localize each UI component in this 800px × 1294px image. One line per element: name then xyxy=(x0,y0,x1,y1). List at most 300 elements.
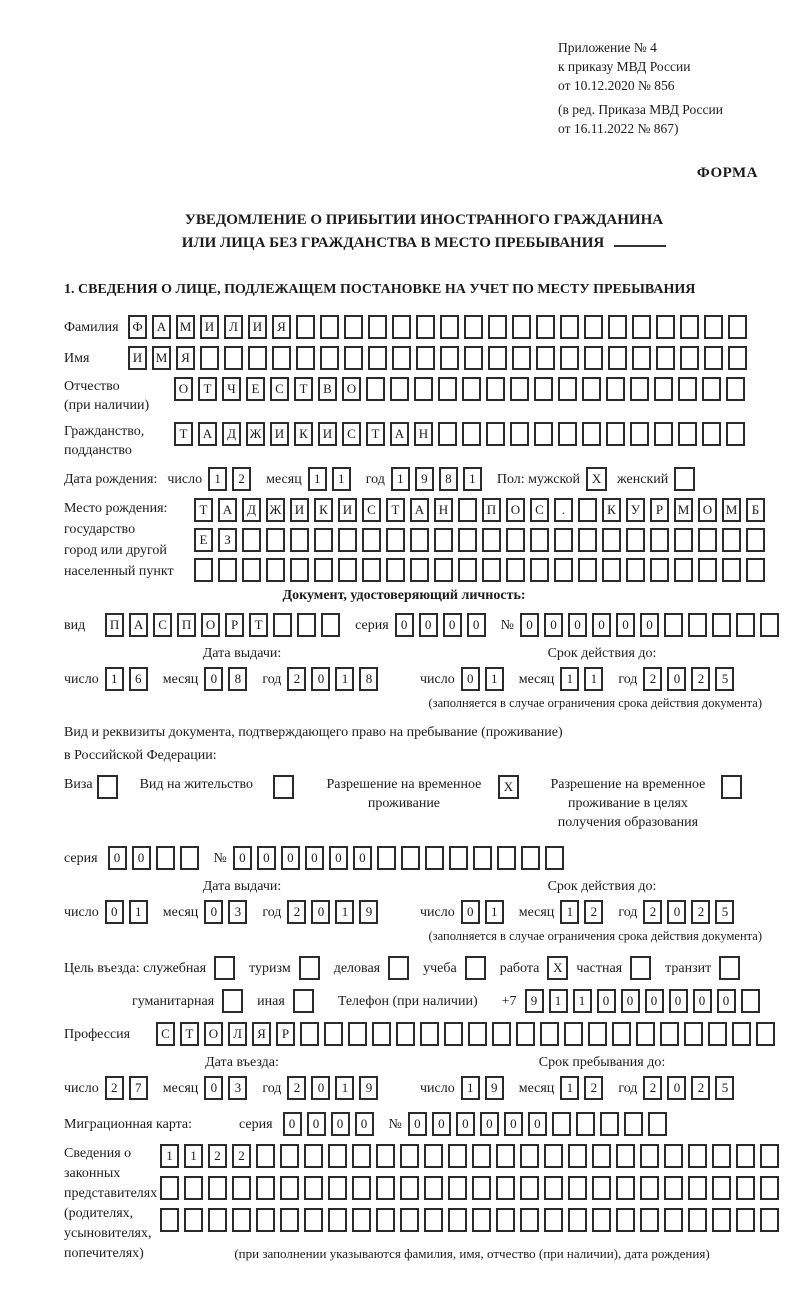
char-cell[interactable] xyxy=(372,1022,391,1046)
char-cell[interactable]: У xyxy=(626,498,645,522)
char-cell[interactable] xyxy=(606,377,625,401)
char-cell[interactable]: О xyxy=(204,1022,223,1046)
char-cell[interactable] xyxy=(632,315,651,339)
char-cell[interactable] xyxy=(224,346,243,370)
char-cell[interactable] xyxy=(640,1144,659,1168)
char-cell[interactable] xyxy=(424,1208,443,1232)
char-cell[interactable]: 2 xyxy=(643,1076,662,1100)
char-cell[interactable]: Н xyxy=(414,422,433,446)
char-cell[interactable] xyxy=(256,1144,275,1168)
char-cell[interactable] xyxy=(656,346,675,370)
char-cell[interactable] xyxy=(424,1176,443,1200)
char-cell[interactable] xyxy=(756,1022,775,1046)
char-cell[interactable] xyxy=(544,1176,563,1200)
char-cell[interactable]: 9 xyxy=(525,989,544,1013)
char-cell[interactable]: 0 xyxy=(395,613,414,637)
char-cell[interactable]: 0 xyxy=(480,1112,499,1136)
char-cell[interactable]: 8 xyxy=(228,667,247,691)
char-cell[interactable] xyxy=(352,1208,371,1232)
char-cell[interactable] xyxy=(702,422,721,446)
char-cell[interactable]: 1 xyxy=(160,1144,179,1168)
char-cell[interactable]: А xyxy=(390,422,409,446)
char-cell[interactable] xyxy=(248,346,267,370)
char-cell[interactable] xyxy=(352,1144,371,1168)
char-cell[interactable]: М xyxy=(176,315,195,339)
char-cell[interactable] xyxy=(678,377,697,401)
char-cell[interactable] xyxy=(280,1176,299,1200)
char-cell[interactable]: 2 xyxy=(691,1076,710,1100)
char-cell[interactable] xyxy=(256,1176,275,1200)
char-cell[interactable] xyxy=(616,1208,635,1232)
char-cell[interactable]: 1 xyxy=(461,1076,480,1100)
char-cell[interactable]: Т xyxy=(180,1022,199,1046)
char-cell[interactable] xyxy=(208,1176,227,1200)
purpose-work-checkbox[interactable]: X xyxy=(547,956,568,980)
char-cell[interactable] xyxy=(712,1208,731,1232)
char-cell[interactable] xyxy=(314,528,333,552)
purpose-official-checkbox[interactable] xyxy=(214,956,235,980)
char-cell[interactable]: 0 xyxy=(432,1112,451,1136)
char-cell[interactable] xyxy=(321,613,340,637)
char-cell[interactable]: О xyxy=(174,377,193,401)
char-cell[interactable] xyxy=(654,422,673,446)
char-cell[interactable]: 1 xyxy=(560,1076,579,1100)
char-cell[interactable]: 2 xyxy=(691,900,710,924)
char-cell[interactable] xyxy=(674,528,693,552)
char-cell[interactable] xyxy=(736,1176,755,1200)
char-cell[interactable] xyxy=(582,422,601,446)
char-cell[interactable] xyxy=(521,846,540,870)
char-cell[interactable] xyxy=(728,315,747,339)
char-cell[interactable]: 0 xyxy=(544,613,563,637)
char-cell[interactable]: М xyxy=(722,498,741,522)
char-cell[interactable] xyxy=(674,558,693,582)
char-cell[interactable] xyxy=(376,1176,395,1200)
char-cell[interactable]: 0 xyxy=(281,846,300,870)
char-cell[interactable] xyxy=(497,846,516,870)
char-cell[interactable]: 2 xyxy=(691,667,710,691)
char-cell[interactable] xyxy=(560,346,579,370)
char-cell[interactable] xyxy=(654,377,673,401)
char-cell[interactable]: И xyxy=(128,346,147,370)
char-cell[interactable] xyxy=(416,315,435,339)
char-cell[interactable] xyxy=(440,315,459,339)
char-cell[interactable]: Д xyxy=(222,422,241,446)
char-cell[interactable]: 6 xyxy=(129,667,148,691)
char-cell[interactable]: М xyxy=(674,498,693,522)
char-cell[interactable]: П xyxy=(105,613,124,637)
char-cell[interactable]: В xyxy=(318,377,337,401)
char-cell[interactable] xyxy=(540,1022,559,1046)
char-cell[interactable] xyxy=(376,1144,395,1168)
char-cell[interactable] xyxy=(582,377,601,401)
char-cell[interactable]: Я xyxy=(272,315,291,339)
char-cell[interactable] xyxy=(290,558,309,582)
char-cell[interactable] xyxy=(449,846,468,870)
char-cell[interactable]: 0 xyxy=(520,613,539,637)
char-cell[interactable] xyxy=(424,1144,443,1168)
char-cell[interactable] xyxy=(760,613,779,637)
char-cell[interactable] xyxy=(416,346,435,370)
char-cell[interactable]: 0 xyxy=(667,1076,686,1100)
char-cell[interactable]: 5 xyxy=(715,667,734,691)
char-cell[interactable]: 0 xyxy=(132,846,151,870)
char-cell[interactable] xyxy=(602,558,621,582)
char-cell[interactable] xyxy=(760,1208,779,1232)
char-cell[interactable]: 0 xyxy=(419,613,438,637)
char-cell[interactable]: 0 xyxy=(467,613,486,637)
char-cell[interactable]: 1 xyxy=(391,467,410,491)
char-cell[interactable]: А xyxy=(198,422,217,446)
char-cell[interactable] xyxy=(576,1112,595,1136)
char-cell[interactable]: 0 xyxy=(307,1112,326,1136)
char-cell[interactable] xyxy=(438,422,457,446)
char-cell[interactable]: 1 xyxy=(335,1076,354,1100)
char-cell[interactable]: О xyxy=(201,613,220,637)
char-cell[interactable] xyxy=(496,1208,515,1232)
char-cell[interactable] xyxy=(708,1022,727,1046)
char-cell[interactable] xyxy=(320,346,339,370)
char-cell[interactable]: Т xyxy=(198,377,217,401)
char-cell[interactable]: Р xyxy=(650,498,669,522)
char-cell[interactable] xyxy=(362,558,381,582)
char-cell[interactable] xyxy=(624,1112,643,1136)
char-cell[interactable] xyxy=(232,1208,251,1232)
char-cell[interactable]: 2 xyxy=(643,900,662,924)
char-cell[interactable] xyxy=(400,1176,419,1200)
char-cell[interactable] xyxy=(377,846,396,870)
char-cell[interactable] xyxy=(352,1176,371,1200)
char-cell[interactable]: К xyxy=(602,498,621,522)
char-cell[interactable] xyxy=(297,613,316,637)
char-cell[interactable] xyxy=(512,315,531,339)
char-cell[interactable]: Р xyxy=(276,1022,295,1046)
char-cell[interactable] xyxy=(680,346,699,370)
char-cell[interactable]: 5 xyxy=(715,1076,734,1100)
char-cell[interactable]: 1 xyxy=(485,900,504,924)
char-cell[interactable] xyxy=(472,1144,491,1168)
char-cell[interactable] xyxy=(425,846,444,870)
char-cell[interactable]: 1 xyxy=(560,667,579,691)
char-cell[interactable] xyxy=(338,528,357,552)
char-cell[interactable]: 0 xyxy=(528,1112,547,1136)
char-cell[interactable]: 1 xyxy=(549,989,568,1013)
char-cell[interactable]: 0 xyxy=(669,989,688,1013)
char-cell[interactable] xyxy=(722,558,741,582)
char-cell[interactable]: 0 xyxy=(621,989,640,1013)
char-cell[interactable] xyxy=(698,528,717,552)
char-cell[interactable] xyxy=(386,528,405,552)
char-cell[interactable] xyxy=(558,377,577,401)
char-cell[interactable]: 0 xyxy=(645,989,664,1013)
char-cell[interactable] xyxy=(462,377,481,401)
char-cell[interactable] xyxy=(304,1208,323,1232)
char-cell[interactable] xyxy=(648,1112,667,1136)
char-cell[interactable]: 0 xyxy=(204,667,223,691)
char-cell[interactable] xyxy=(464,346,483,370)
char-cell[interactable] xyxy=(536,315,555,339)
char-cell[interactable] xyxy=(664,613,683,637)
char-cell[interactable] xyxy=(386,558,405,582)
char-cell[interactable]: 1 xyxy=(184,1144,203,1168)
char-cell[interactable] xyxy=(722,528,741,552)
char-cell[interactable] xyxy=(554,528,573,552)
char-cell[interactable]: Р xyxy=(225,613,244,637)
char-cell[interactable] xyxy=(704,346,723,370)
char-cell[interactable] xyxy=(160,1208,179,1232)
char-cell[interactable]: 5 xyxy=(715,900,734,924)
char-cell[interactable]: 2 xyxy=(232,1144,251,1168)
char-cell[interactable]: 1 xyxy=(573,989,592,1013)
char-cell[interactable]: 0 xyxy=(305,846,324,870)
char-cell[interactable] xyxy=(256,1208,275,1232)
char-cell[interactable] xyxy=(584,315,603,339)
char-cell[interactable] xyxy=(732,1022,751,1046)
char-cell[interactable]: О xyxy=(506,498,525,522)
char-cell[interactable] xyxy=(704,315,723,339)
char-cell[interactable] xyxy=(492,1022,511,1046)
char-cell[interactable] xyxy=(640,1176,659,1200)
char-cell[interactable] xyxy=(368,346,387,370)
char-cell[interactable] xyxy=(600,1112,619,1136)
char-cell[interactable]: А xyxy=(218,498,237,522)
char-cell[interactable]: Е xyxy=(194,528,213,552)
char-cell[interactable]: 0 xyxy=(108,846,127,870)
char-cell[interactable] xyxy=(684,1022,703,1046)
char-cell[interactable] xyxy=(678,422,697,446)
char-cell[interactable]: 0 xyxy=(311,667,330,691)
char-cell[interactable]: О xyxy=(698,498,717,522)
char-cell[interactable]: К xyxy=(294,422,313,446)
char-cell[interactable] xyxy=(688,1144,707,1168)
char-cell[interactable] xyxy=(592,1176,611,1200)
char-cell[interactable] xyxy=(650,558,669,582)
char-cell[interactable]: 1 xyxy=(332,467,351,491)
char-cell[interactable]: 8 xyxy=(439,467,458,491)
char-cell[interactable] xyxy=(736,1144,755,1168)
purpose-transit-checkbox[interactable] xyxy=(719,956,740,980)
purpose-humanitarian-checkbox[interactable] xyxy=(222,989,243,1013)
char-cell[interactable] xyxy=(304,1144,323,1168)
char-cell[interactable] xyxy=(606,422,625,446)
char-cell[interactable]: С xyxy=(153,613,172,637)
char-cell[interactable]: 9 xyxy=(359,1076,378,1100)
char-cell[interactable] xyxy=(702,377,721,401)
char-cell[interactable] xyxy=(728,346,747,370)
char-cell[interactable] xyxy=(602,528,621,552)
char-cell[interactable] xyxy=(482,528,501,552)
purpose-tourism-checkbox[interactable] xyxy=(299,956,320,980)
char-cell[interactable]: Е xyxy=(246,377,265,401)
char-cell[interactable] xyxy=(741,989,760,1013)
char-cell[interactable] xyxy=(368,315,387,339)
char-cell[interactable] xyxy=(473,846,492,870)
residence-permit-checkbox[interactable] xyxy=(273,775,294,799)
char-cell[interactable] xyxy=(434,558,453,582)
char-cell[interactable]: 2 xyxy=(105,1076,124,1100)
char-cell[interactable] xyxy=(510,422,529,446)
char-cell[interactable]: 0 xyxy=(311,1076,330,1100)
char-cell[interactable] xyxy=(578,528,597,552)
char-cell[interactable] xyxy=(496,1144,515,1168)
char-cell[interactable]: 9 xyxy=(359,900,378,924)
char-cell[interactable]: 8 xyxy=(359,667,378,691)
char-cell[interactable] xyxy=(712,1144,731,1168)
char-cell[interactable] xyxy=(296,315,315,339)
char-cell[interactable] xyxy=(506,558,525,582)
char-cell[interactable]: Т xyxy=(294,377,313,401)
char-cell[interactable] xyxy=(200,346,219,370)
char-cell[interactable]: 0 xyxy=(640,613,659,637)
char-cell[interactable] xyxy=(328,1176,347,1200)
char-cell[interactable] xyxy=(272,346,291,370)
char-cell[interactable]: С xyxy=(156,1022,175,1046)
char-cell[interactable]: 2 xyxy=(643,667,662,691)
char-cell[interactable]: А xyxy=(410,498,429,522)
char-cell[interactable]: Л xyxy=(228,1022,247,1046)
char-cell[interactable] xyxy=(612,1022,631,1046)
char-cell[interactable] xyxy=(536,346,555,370)
char-cell[interactable] xyxy=(506,528,525,552)
char-cell[interactable] xyxy=(458,498,477,522)
char-cell[interactable]: Т xyxy=(366,422,385,446)
char-cell[interactable]: 0 xyxy=(667,900,686,924)
char-cell[interactable] xyxy=(401,846,420,870)
char-cell[interactable] xyxy=(458,558,477,582)
char-cell[interactable]: 0 xyxy=(717,989,736,1013)
char-cell[interactable] xyxy=(558,422,577,446)
char-cell[interactable] xyxy=(660,1022,679,1046)
char-cell[interactable] xyxy=(608,315,627,339)
char-cell[interactable] xyxy=(280,1208,299,1232)
purpose-study-checkbox[interactable] xyxy=(465,956,486,980)
char-cell[interactable]: 2 xyxy=(287,900,306,924)
char-cell[interactable] xyxy=(664,1144,683,1168)
purpose-other-checkbox[interactable] xyxy=(293,989,314,1013)
char-cell[interactable]: 0 xyxy=(105,900,124,924)
char-cell[interactable] xyxy=(736,613,755,637)
char-cell[interactable]: Я xyxy=(252,1022,271,1046)
char-cell[interactable]: И xyxy=(338,498,357,522)
char-cell[interactable] xyxy=(468,1022,487,1046)
char-cell[interactable] xyxy=(746,528,765,552)
char-cell[interactable]: С xyxy=(362,498,381,522)
char-cell[interactable]: И xyxy=(290,498,309,522)
char-cell[interactable] xyxy=(568,1208,587,1232)
char-cell[interactable]: Я xyxy=(176,346,195,370)
char-cell[interactable]: 1 xyxy=(208,467,227,491)
char-cell[interactable]: 2 xyxy=(584,1076,603,1100)
char-cell[interactable] xyxy=(496,1176,515,1200)
char-cell[interactable] xyxy=(290,528,309,552)
char-cell[interactable] xyxy=(656,315,675,339)
char-cell[interactable] xyxy=(578,558,597,582)
char-cell[interactable]: И xyxy=(248,315,267,339)
char-cell[interactable]: Ч xyxy=(222,377,241,401)
char-cell[interactable] xyxy=(486,377,505,401)
purpose-business-checkbox[interactable] xyxy=(388,956,409,980)
char-cell[interactable] xyxy=(760,1144,779,1168)
char-cell[interactable]: 9 xyxy=(485,1076,504,1100)
char-cell[interactable] xyxy=(736,1208,755,1232)
char-cell[interactable]: З xyxy=(218,528,237,552)
char-cell[interactable] xyxy=(588,1022,607,1046)
char-cell[interactable] xyxy=(392,315,411,339)
char-cell[interactable] xyxy=(464,315,483,339)
char-cell[interactable] xyxy=(300,1022,319,1046)
char-cell[interactable]: 2 xyxy=(584,900,603,924)
char-cell[interactable] xyxy=(698,558,717,582)
char-cell[interactable]: Т xyxy=(174,422,193,446)
char-cell[interactable]: 1 xyxy=(584,667,603,691)
char-cell[interactable]: 1 xyxy=(335,667,354,691)
char-cell[interactable] xyxy=(726,422,745,446)
char-cell[interactable] xyxy=(520,1144,539,1168)
char-cell[interactable] xyxy=(320,315,339,339)
char-cell[interactable]: 0 xyxy=(616,613,635,637)
char-cell[interactable] xyxy=(180,846,199,870)
char-cell[interactable] xyxy=(208,1208,227,1232)
char-cell[interactable] xyxy=(392,346,411,370)
char-cell[interactable]: 0 xyxy=(355,1112,374,1136)
char-cell[interactable] xyxy=(472,1176,491,1200)
char-cell[interactable]: М xyxy=(152,346,171,370)
char-cell[interactable] xyxy=(296,346,315,370)
char-cell[interactable] xyxy=(584,346,603,370)
char-cell[interactable] xyxy=(324,1022,343,1046)
char-cell[interactable] xyxy=(160,1176,179,1200)
char-cell[interactable] xyxy=(184,1176,203,1200)
char-cell[interactable] xyxy=(608,346,627,370)
char-cell[interactable] xyxy=(348,1022,367,1046)
char-cell[interactable]: 2 xyxy=(208,1144,227,1168)
char-cell[interactable] xyxy=(448,1176,467,1200)
char-cell[interactable] xyxy=(626,528,645,552)
char-cell[interactable]: И xyxy=(318,422,337,446)
char-cell[interactable]: Л xyxy=(224,315,243,339)
char-cell[interactable]: Т xyxy=(249,613,268,637)
char-cell[interactable]: 3 xyxy=(228,1076,247,1100)
char-cell[interactable] xyxy=(664,1176,683,1200)
char-cell[interactable] xyxy=(462,422,481,446)
char-cell[interactable]: 0 xyxy=(456,1112,475,1136)
char-cell[interactable] xyxy=(232,1176,251,1200)
char-cell[interactable]: 0 xyxy=(667,667,686,691)
char-cell[interactable]: 0 xyxy=(331,1112,350,1136)
char-cell[interactable]: Т xyxy=(194,498,213,522)
temp-residence-checkbox[interactable]: X xyxy=(498,775,519,799)
char-cell[interactable]: И xyxy=(200,315,219,339)
char-cell[interactable]: 0 xyxy=(443,613,462,637)
gender-female-checkbox[interactable] xyxy=(674,467,695,491)
char-cell[interactable]: 0 xyxy=(592,613,611,637)
char-cell[interactable] xyxy=(396,1022,415,1046)
char-cell[interactable] xyxy=(544,1144,563,1168)
char-cell[interactable]: 0 xyxy=(257,846,276,870)
char-cell[interactable] xyxy=(414,377,433,401)
char-cell[interactable] xyxy=(344,346,363,370)
char-cell[interactable] xyxy=(616,1176,635,1200)
char-cell[interactable] xyxy=(530,558,549,582)
char-cell[interactable] xyxy=(242,528,261,552)
char-cell[interactable]: П xyxy=(482,498,501,522)
char-cell[interactable] xyxy=(328,1208,347,1232)
char-cell[interactable] xyxy=(488,346,507,370)
char-cell[interactable] xyxy=(568,1176,587,1200)
char-cell[interactable]: 0 xyxy=(283,1112,302,1136)
char-cell[interactable] xyxy=(438,377,457,401)
char-cell[interactable] xyxy=(486,422,505,446)
